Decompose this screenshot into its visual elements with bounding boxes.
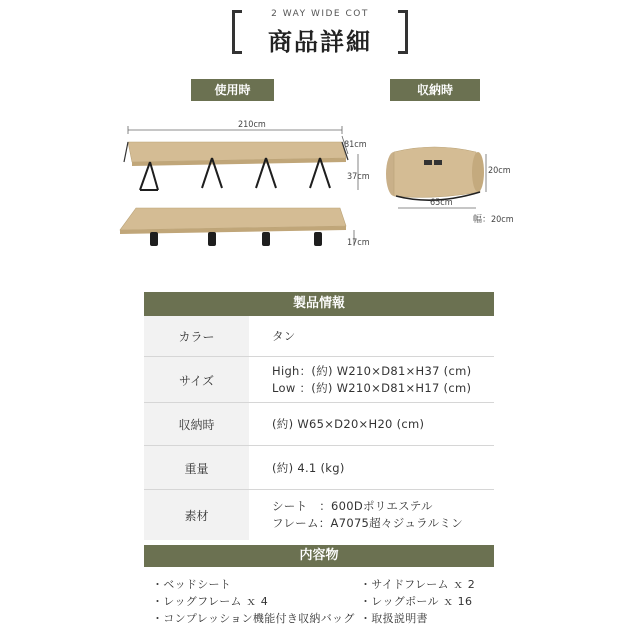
spec-label: サイズ	[144, 357, 249, 403]
list-item: ・レッグポール ｘ 16	[360, 595, 473, 608]
spec-row-weight	[144, 446, 494, 490]
tag-stored: 収納時	[390, 79, 480, 101]
spec-row-material	[144, 490, 494, 540]
list-item: ・取扱説明書	[360, 612, 428, 625]
spec-value: (約) 4.1 (kg)	[272, 460, 345, 475]
spec-label: 重量	[144, 446, 249, 490]
spec-value: タン	[272, 329, 296, 343]
contents-header: 内容物	[144, 545, 494, 567]
cot-illustration	[110, 118, 380, 258]
list-item: ・コンプレッション機能付き収納バッグ	[152, 612, 355, 625]
height-low-label: 17cm	[347, 238, 370, 248]
length-label: 210cm	[238, 120, 266, 130]
spec-value: (約) W65×D20×H20 (cm)	[272, 417, 425, 431]
cot-low-mode	[120, 208, 346, 246]
stored-height-label: 20cm	[488, 166, 511, 176]
depth-label: 81cm	[344, 140, 367, 150]
spec-row-stored	[144, 403, 494, 446]
height-high-label: 37cm	[347, 172, 370, 182]
page-title: 商品詳細	[268, 28, 372, 56]
cot-high-mode	[124, 142, 348, 190]
product-info-header: 製品情報	[144, 292, 494, 316]
length-dimension-line	[128, 126, 342, 134]
list-item: ・レッグフレーム ｘ 4	[152, 595, 269, 608]
spec-value: シート ：600Dポリエステル フレーム：A7075超々ジュラルミン	[272, 499, 463, 530]
tag-in-use: 使用時	[191, 79, 274, 101]
header-subtitle: 2 WAY WIDE COT	[271, 9, 369, 19]
stored-width-label: 幅：20cm	[473, 215, 514, 225]
list-item: ・サイドフレーム ｘ 2	[360, 578, 476, 591]
spec-row-color	[144, 316, 494, 357]
list-item: ・ベッドシート	[152, 578, 232, 591]
stored-length-label: 65cm	[430, 198, 453, 208]
spec-label: 素材	[144, 490, 249, 540]
spec-label: 収納時	[144, 403, 249, 446]
spec-row-size	[144, 357, 494, 403]
spec-value: High：(約) W210×D81×H37 (cm) Low ：(約) W210×D81×H17 (cm)	[272, 364, 472, 395]
spec-label: カラー	[144, 316, 249, 357]
